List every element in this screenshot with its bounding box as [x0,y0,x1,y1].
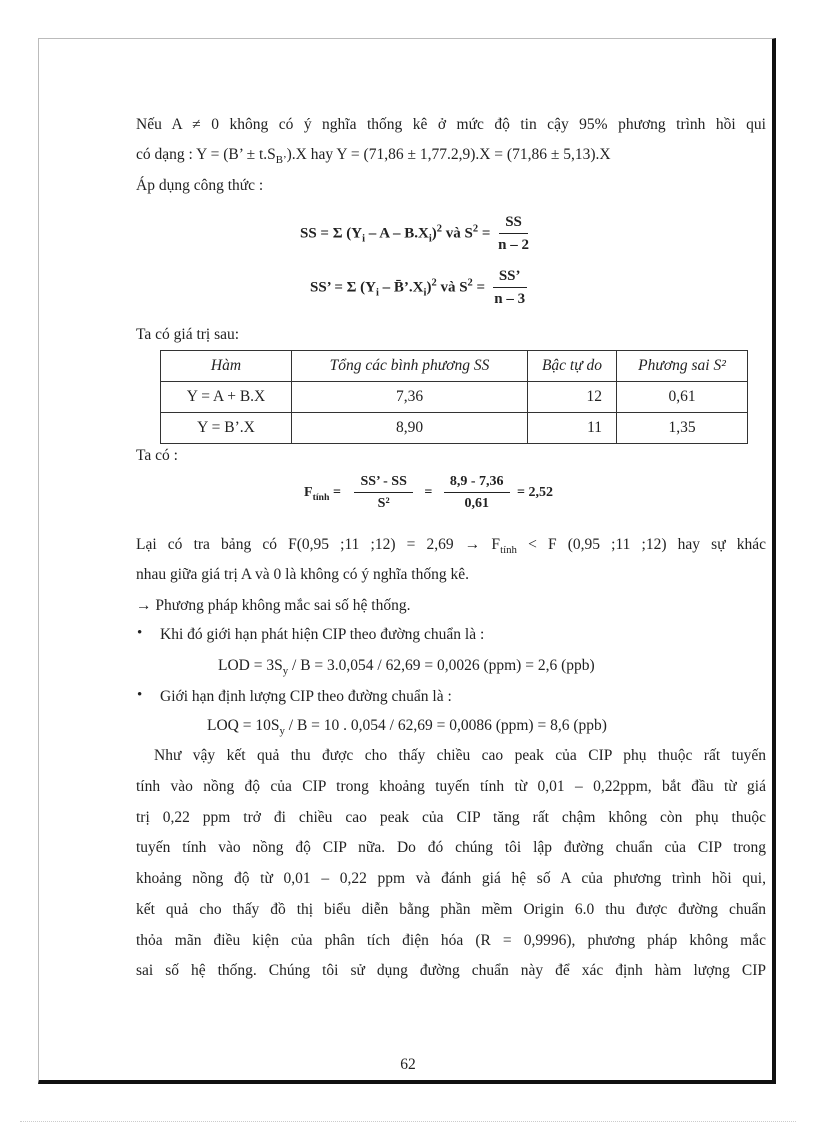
fraction: $\frac{SS}{n - 2}$ [498,214,529,253]
paragraph-line: Áp dụng công thức : [136,177,264,194]
paragraph-line: kết quả cho thấy đồ thị biểu diễn bằng phần mềm Origin 6.0 thu được đường chuẩn [136,901,766,918]
table-row [161,382,748,413]
paragraph-line: sai số hệ thống. Chúng tôi sử dụng đường chuẩn này để xác định hàm lượng CIP [136,962,766,979]
paragraph-line: Như vậy kết quả thu được cho thấy chiều cao peak của CIP phụ thuộc rất tuyến [154,747,766,764]
loq-intro: Giới hạn định lượng CIP theo đường chuẩn là : [160,688,452,705]
table-cell: 0,61 [617,382,748,413]
table-cell: Y = B’.X [161,413,292,444]
conclusion-line: → Phương pháp không mắc sai số hệ thống. [136,597,411,614]
table-cell: 1,35 [617,413,748,444]
bullet-icon: • [137,687,143,703]
lod-intro: Khi đó giới hạn phát hiện CIP theo đường chuẩn là : [160,626,485,643]
page-number: 62 [400,1056,416,1073]
lod-formula: LOD = $3S_y / B = 3.0,054 / 62,69 = 0,0026$ (ppm) = 2,6 (ppb) [218,657,595,678]
table-intro: Ta có giá trị sau: [136,326,240,343]
paragraph-line: khoảng nồng độ từ 0,01 – 0,22 ppm và đánh giá hệ số A của phương trình hồi qui, [136,870,766,887]
table-header: Tổng các bình phương SS [292,351,528,382]
loq-formula: LOQ = $10S_y / B = 10$ . 0,054 / 62,69 = 0,0086 (ppm) = 8,6 (ppb) [207,717,607,738]
paragraph-line: Nếu A ≠ 0 không có ý nghĩa thống kê ở mức độ tin cậy 95% phương trình hồi qui [136,116,766,133]
table-header: Hàm [161,351,292,382]
equation-ss: SS = Σ ($Y_i$ – A – $B.X_i)^2$ và $S^2$ = $\frac{SS}{n - 2}$ [300,214,529,253]
paragraph-line: tính vào nồng độ của CIP trong khoảng tuyến tính từ 0,01 – 0,22ppm, bắt đầu từ giá [136,778,766,795]
table-cell: 8,90 [292,413,528,444]
paragraph-line: tuyến tính vào nồng độ CIP nữa. Do đó chúng tôi lập đường chuẩn của CIP trong [136,839,766,856]
bullet-icon: • [137,625,143,641]
table-row [161,413,748,444]
equation-f: $F_{tính}$ = $\frac{SS’ - SS}{\text{S²}}$ = $\frac{8,9 - 7,36}{0,61}$ = 2,52 [304,474,554,511]
paragraph-line: có dạng : Y = (B’ ± $t.S_{B’}).X$ hay Y = (71,86 ± 1,77.2,9).X = (71,86 ± 5,13).X [136,146,611,167]
table-cell: 12 [528,382,617,413]
table-cell: 11 [528,413,617,444]
ta-co-label: Ta có : [136,447,178,464]
paragraph-line: Lại có tra bảng có F(0,95 ;11 ;12) = $2,69 \to F_{tính} < F$ (0,95 ;11 ;12) hay sự khác [136,536,767,557]
table-cell: 7,36 [292,382,528,413]
variance-table [160,350,748,444]
fraction: $\frac{SS’}{n - 3}$ [494,268,526,307]
paragraph-line: thỏa mãn điều kiện của phân tích điện hóa (R = 0,9996), phương pháp không mắc [136,932,766,949]
paragraph-line: trị 0,22 ppm trở đi chiều cao peak của CIP tăng rất chậm không còn phụ thuộc [136,809,766,826]
fraction: $\frac{8,9 - 7,36}{0,61}$ [444,474,510,512]
table-header-row [161,351,748,382]
footer-divider [20,1121,796,1122]
fraction: $\frac{SS’ - SS}{\text{S²}}$ [354,474,412,512]
table-cell: Y = A + B.X [161,382,292,413]
equation-ss-prime: SS’ = Σ ($Y_i$ – $B̄’.X_i)^2$ và $S^2$ = $\frac{SS’}{n - 3}$ [310,268,526,307]
table-header: Bậc tự do [528,351,617,382]
table-header: Phương sai S² [617,351,748,382]
paragraph-line: nhau giữa giá trị A và 0 là không có ý nghĩa thống kê. [136,566,469,583]
